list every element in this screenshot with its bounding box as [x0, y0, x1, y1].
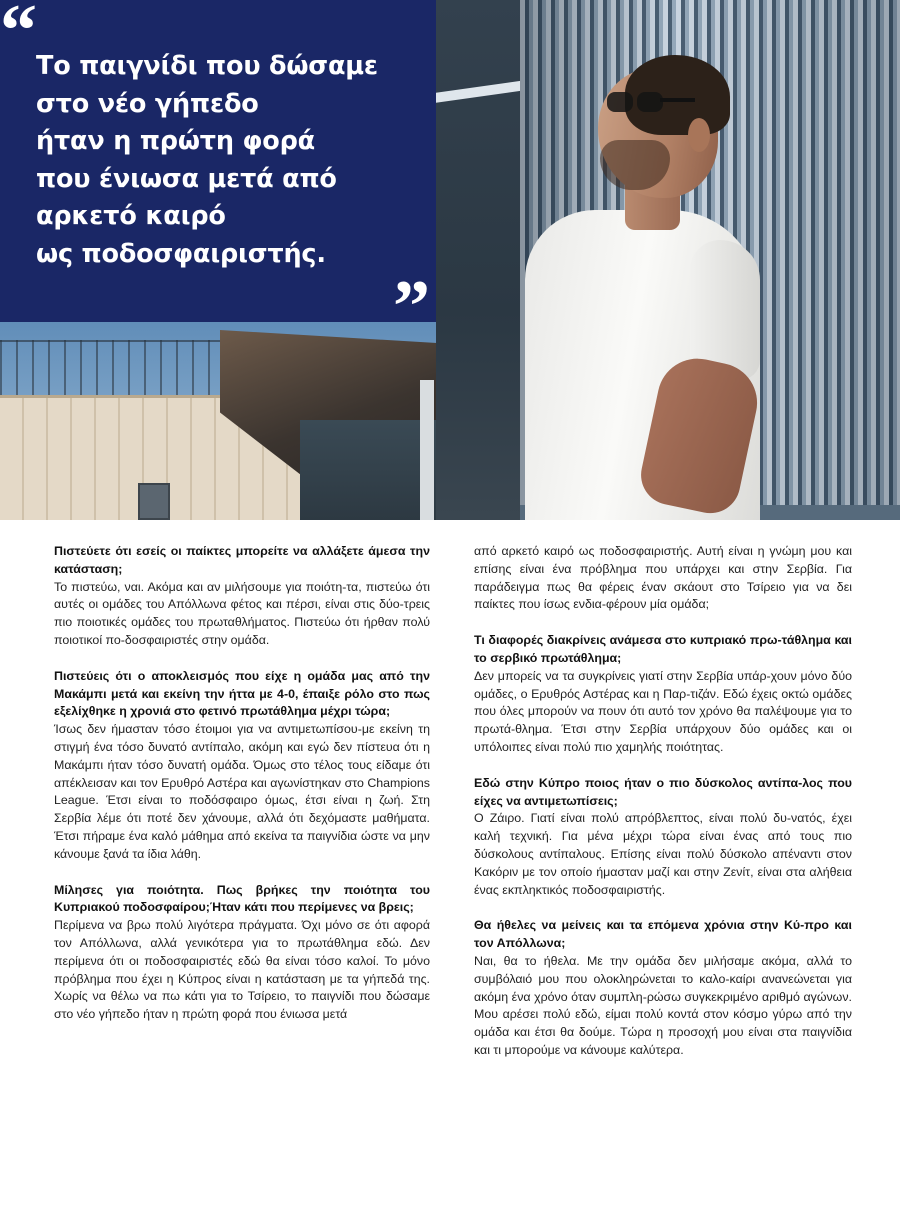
interview-answer-continued: από αρκετό καιρό ως ποδοσφαιριστής. Αυτή είναι η γνώμη μου και επίσης είναι ένα πρόβλημα που υπάρχει και στην Σερβία. Για παράδειγμα πως θα φέρεις έναν σκάουτ στο Τσίρειο για να δει παίκτες που ίσως ενδια-φέρουν μία ομάδα; [474, 544, 852, 612]
interview-block [474, 632, 852, 757]
interview-block [474, 543, 852, 614]
stadium-pillar [420, 380, 434, 520]
interview-question: Εδώ στην Κύπρο ποιος ήταν ο πιο δύσκολος αντίπα-λος που είχες να αντιμετωπίσεις; [474, 775, 852, 808]
pull-quote-line: Το παιγνίδι που δώσαμε [36, 51, 378, 81]
sunglasses [605, 92, 695, 116]
player-ear [688, 118, 710, 152]
pull-quote-line: αρκετό καιρό [36, 201, 226, 231]
interview-answer: Περίμενα να βρω πολύ λιγότερα πράγματα. Όχι μόνο σε ότι αφορά τον Απόλλωνα, αλλά γενικότερα για το πρωτάθλημα εδώ. Δεν περίμενα ότι οι ποδοσφαιριστές εδώ θα είναι τόσο καλοί. Το μόνο πρόβλημα που έχει η Κύπρος είναι η κατάσταση με τα γήπεδά της. Χωρίς να θέλω να πω κάτι για το Τσίρειο, το παιγνίδι που δώσαμε στο νέο γήπεδο ήταν η πρώτη φορά που ένιωσα μετά [54, 918, 430, 1022]
pull-quote-line: ήταν η πρώτη φορά [36, 126, 315, 156]
open-quote-mark: “ [0, 0, 27, 72]
interview-question: Μίλησες για ποιότητα. Πως βρήκες την ποιότητα του Κυπριακού ποδοσφαίρου;Ήταν κάτι που περίμενες να βρεις; [54, 882, 430, 915]
pull-quote-line: που ένιωσα μετά από [36, 163, 337, 194]
article-column-left [54, 543, 430, 1042]
pull-quote-line: ως ποδοσφαιριστής. [36, 238, 326, 269]
pull-quote-line: στο νέο γήπεδο [36, 88, 259, 119]
interview-answer: Το πιστεύω, ναι. Ακόμα και αν μιλήσουμε για ποιότη-τα, πιστεύω ότι αυτές οι ομάδες του Απόλλωνα φέτος και πέρσι, είναι στις δύο-τρεις πιο ποιοτικές ομάδες του πρωταθλήματος. Πιστεύω ότι ήρθαν πολύ ποιοτικοί πο-δοσφαιριστές στην ομάδα. [54, 579, 430, 647]
interview-answer: Ίσως δεν ήμασταν τόσο έτοιμοι για να αντιμετωπίσου-με εκείνη τη στιγμή ένα τόσο δυνατό αντίπαλο, ακόμη και εγώ δεν πίστευα ότι η Μακάμπι ήταν τόσο δυνατή ομάδα. Όμως στο τέλος τους είδαμε ότι απέκλεισαν και τον Ερυθρό Αστέρα και αγωνίστηκαν στο Champions League. Έτσι είναι το ποδόσφαιρο όμως, έτσι είναι η ζωή. Στη Σερβία λέμε ότι ποτέ δεν χάνουμε, αλλά ότι δεχόμαστε μαθήματα. Έτσι πήραμε ένα καλό μάθημα από εκείνα τα παιγνίδια ώστε να μην κάνουμε ξανά τα ίδια λάθη. [54, 722, 430, 861]
close-quote-mark: ” [393, 266, 420, 348]
interview-block [54, 543, 430, 650]
interview-question: Θα ήθελες να μείνεις και τα επόμενα χρόνια στην Κύ-προ και τον Απόλλωνα; [474, 918, 852, 951]
interview-answer: Ο Ζάιρο. Γιατί είναι πολύ απρόβλεπτος, είναι πολύ δυ-νατός, έχει καλή τεχνική. Για μένα μέχρι τώρα είναι ένας από τους πιο δύσκολους αντίπαλους. Επίσης είναι πολύ δύσκολο απέναντι στον Κακόριν με τον οποίο ήμασταν μαζί και στην Ζενίτ, είναι στα αλήθεια ένας εκπληκτικός ποδοσφαιριστής. [474, 811, 852, 897]
interview-answer: Ναι, θα το ήθελα. Με την ομάδα δεν μιλήσαμε ακόμα, αλλά το συμβόλαιό μου που ολοκληρώνεται το καλο-καίρι ανανεώνεται για ακόμη ένα χρόνο όταν συμπλη-ρώσω συγκεκριμένο αριθμό αγώνων. Μου αρέσει πολύ εδώ, είμαι πολύ κοντά στον κόσμο γύρω από την ομάδα και έτσι θα δούμε. Τώρα η προσοχή μου είναι στα παιγνίδια και τι μπορούμε να κάνουμε καλύτερα. [474, 953, 852, 1057]
hero-photo [0, 0, 900, 520]
interview-block [54, 668, 430, 864]
pull-quote [36, 48, 428, 273]
interview-block [474, 917, 852, 1059]
interview-block [474, 775, 852, 900]
pull-quote-box [0, 0, 436, 348]
interview-block [54, 882, 430, 1024]
interview-question: Πιστεύεις ότι ο αποκλεισμός που είχε η ομάδα μας από την Μακάμπι μετά και εκείνη την ήττα με 4-0, έπαιξε ρόλο στο πως εξελίχθηκε η χρονιά στο φετινό πρωτάθλημα μέχρι τώρα; [54, 668, 430, 719]
interview-answer: Δεν μπορείς να τα συγκρίνεις γιατί στην Σερβία υπάρ-χουν μόνο δύο ομάδες, ο Ερυθρός Αστέρας και η Παρ-τιζάν. Εδώ έχεις οκτώ ομάδες που όλες μπορούν να πουν ότι αυτό τον χρόνο θα παλέψουμε για το πρωτά-θλημα. Έτσι στην Σερβία υπάρχουν δύο ομάδες και οι υπόλοιπες είναι πολύ πιο χαμηλής ποιότητας. [474, 668, 852, 754]
interview-question: Τι διαφορές διακρίνεις ανάμεσα στο κυπριακό πρω-τάθλημα και το σερβικό πρωτάθλημα; [474, 633, 852, 665]
stadium-door [138, 483, 170, 520]
interview-question: Πιστεύετε ότι εσείς οι παίκτες μπορείτε να αλλάξετε άμεσα την κατάσταση; [54, 544, 430, 576]
article-column-right [474, 543, 852, 1078]
